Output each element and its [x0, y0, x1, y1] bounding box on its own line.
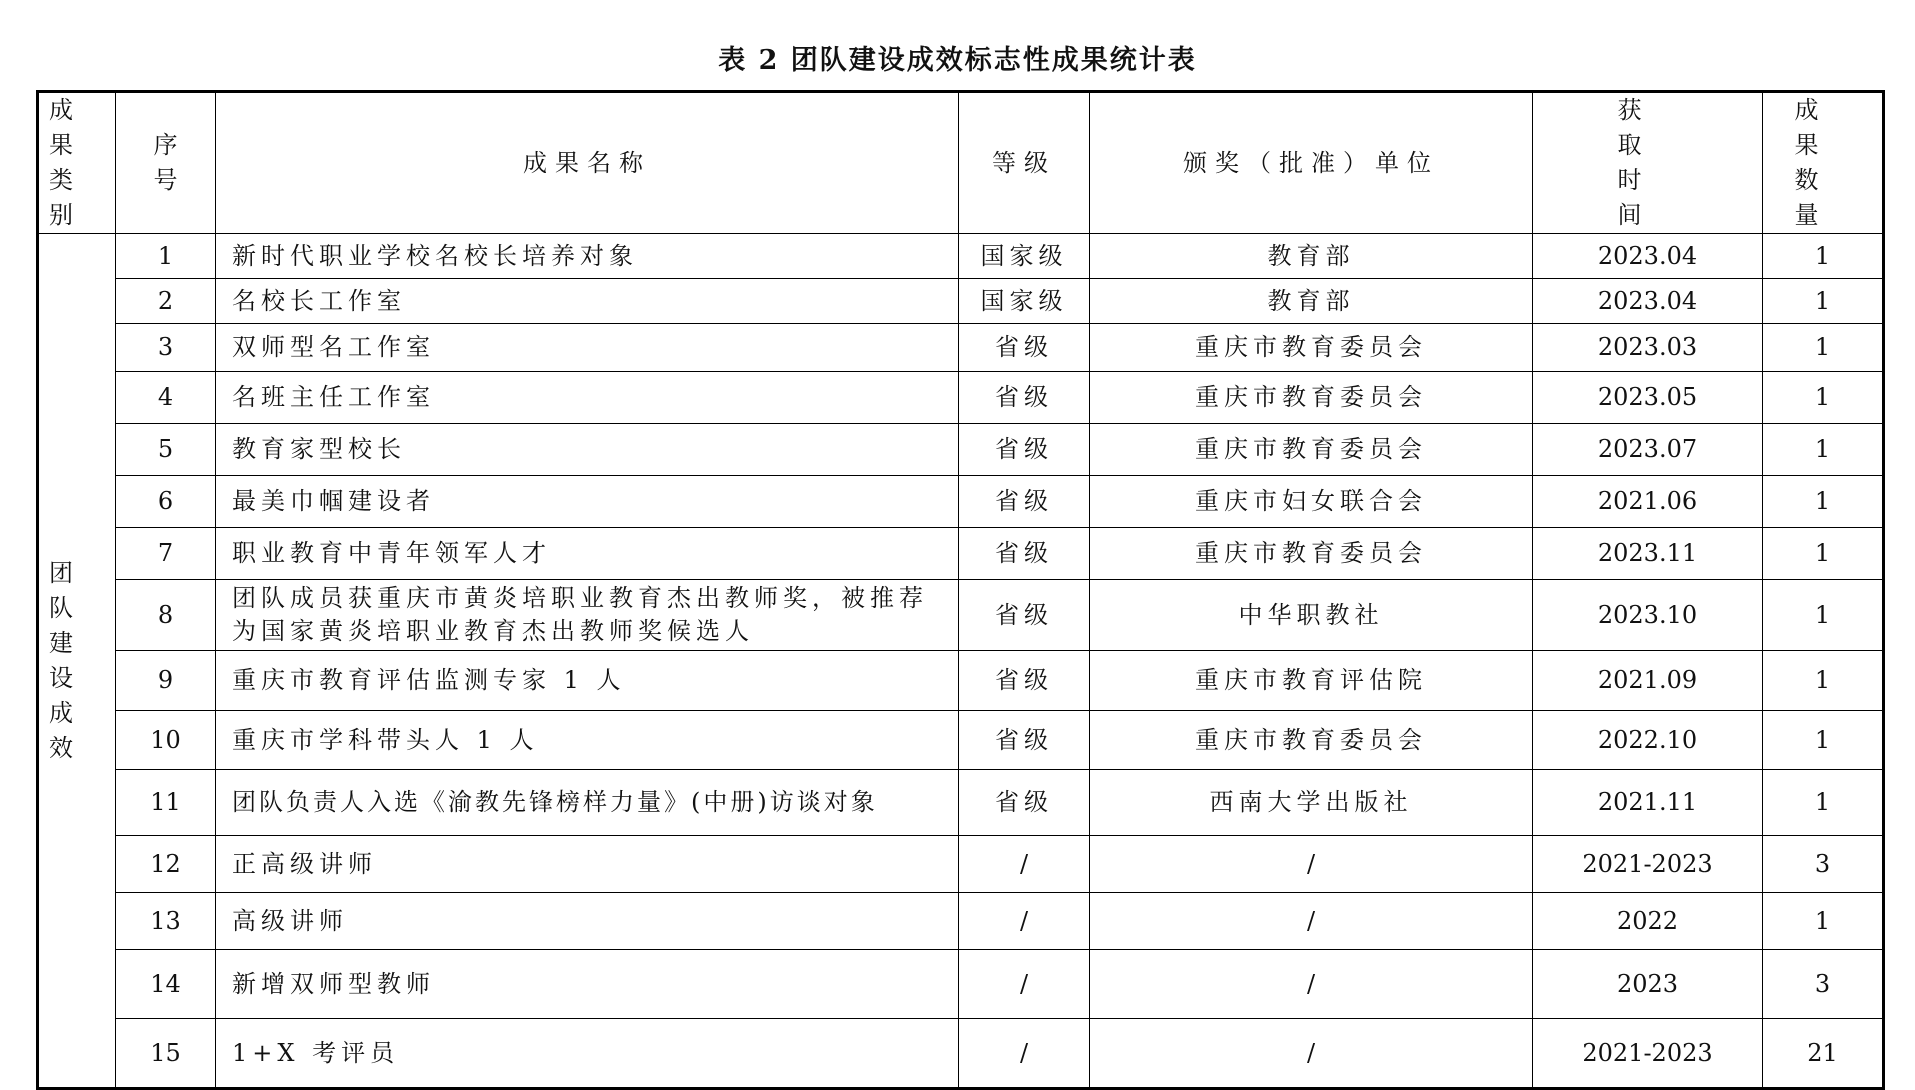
row-time: 2022: [1533, 893, 1763, 950]
table-row: [38, 770, 1884, 836]
row-name: 1+X 考评员: [216, 1019, 959, 1089]
row-index: 6: [116, 476, 216, 528]
table-title: 表 2 团队建设成效标志性成果统计表: [718, 45, 1197, 76]
row-count: 21: [1763, 1019, 1884, 1089]
row-index: 15: [116, 1019, 216, 1089]
row-index: 13: [116, 893, 216, 950]
row-index: 12: [116, 836, 216, 893]
row-level: /: [959, 1019, 1090, 1089]
achievement-table: [36, 90, 1885, 1090]
table-row: [38, 424, 1884, 476]
row-issuer: 教育部: [1090, 234, 1533, 279]
row-level: /: [959, 950, 1090, 1019]
row-issuer: 重庆市教育委员会: [1090, 528, 1533, 580]
row-index: 11: [116, 770, 216, 836]
row-issuer: /: [1090, 836, 1533, 893]
row-issuer: 重庆市教育委员会: [1090, 324, 1533, 372]
category-cell: 团队建设成效: [38, 234, 116, 1089]
row-level: 省级: [959, 528, 1090, 580]
row-count: 1: [1763, 324, 1884, 372]
row-name: 重庆市教育评估监测专家 1 人: [216, 651, 959, 711]
row-level: /: [959, 836, 1090, 893]
table-row: [38, 950, 1884, 1019]
row-count: 3: [1763, 950, 1884, 1019]
row-issuer: /: [1090, 893, 1533, 950]
table-row: [38, 1019, 1884, 1089]
header-row: [38, 92, 1884, 234]
table-row: [38, 324, 1884, 372]
header-index: 序号: [116, 92, 216, 234]
header-level: 等级: [959, 92, 1090, 234]
row-count: 1: [1763, 528, 1884, 580]
row-name: 名班主任工作室: [216, 372, 959, 424]
row-time: 2023.04: [1533, 279, 1763, 324]
row-level: 省级: [959, 580, 1090, 651]
row-time: 2023: [1533, 950, 1763, 1019]
row-name: 新增双师型教师: [216, 950, 959, 1019]
row-time: 2023.03: [1533, 324, 1763, 372]
row-count: 1: [1763, 770, 1884, 836]
row-index: 4: [116, 372, 216, 424]
row-name: 新时代职业学校名校长培养对象: [216, 234, 959, 279]
row-index: 9: [116, 651, 216, 711]
row-issuer: 重庆市教育委员会: [1090, 424, 1533, 476]
row-level: 省级: [959, 372, 1090, 424]
row-time: 2023.04: [1533, 234, 1763, 279]
row-time: 2021-2023: [1533, 836, 1763, 893]
row-issuer: 重庆市妇女联合会: [1090, 476, 1533, 528]
header-issuer: 颁奖（批准）单位: [1090, 92, 1533, 234]
row-level: 省级: [959, 476, 1090, 528]
table-row: [38, 651, 1884, 711]
row-time: 2023.11: [1533, 528, 1763, 580]
row-name: 正高级讲师: [216, 836, 959, 893]
row-count: 1: [1763, 651, 1884, 711]
row-time: 2023.07: [1533, 424, 1763, 476]
row-time: 2021.09: [1533, 651, 1763, 711]
table-row: [38, 580, 1884, 651]
row-name: 双师型名工作室: [216, 324, 959, 372]
table-row: [38, 372, 1884, 424]
row-index: 10: [116, 711, 216, 770]
row-index: 1: [116, 234, 216, 279]
row-name: 团队成员获重庆市黄炎培职业教育杰出教师奖，被推荐为国家黄炎培职业教育杰出教师奖候选人: [216, 580, 959, 651]
table-row: [38, 711, 1884, 770]
row-name: 最美巾帼建设者: [216, 476, 959, 528]
row-count: 1: [1763, 424, 1884, 476]
row-name: 教育家型校长: [216, 424, 959, 476]
row-issuer: 重庆市教育评估院: [1090, 651, 1533, 711]
row-count: 3: [1763, 836, 1884, 893]
row-index: 2: [116, 279, 216, 324]
row-issuer: /: [1090, 1019, 1533, 1089]
row-count: 1: [1763, 893, 1884, 950]
table-row: [38, 836, 1884, 893]
row-index: 8: [116, 580, 216, 651]
row-time: 2023.05: [1533, 372, 1763, 424]
row-name: 名校长工作室: [216, 279, 959, 324]
row-name: 高级讲师: [216, 893, 959, 950]
header-count: 成果数量: [1763, 92, 1884, 234]
row-index: 14: [116, 950, 216, 1019]
row-time: 2021-2023: [1533, 1019, 1763, 1089]
row-level: 省级: [959, 324, 1090, 372]
row-issuer: /: [1090, 950, 1533, 1019]
row-time: 2021.06: [1533, 476, 1763, 528]
row-time: 2023.10: [1533, 580, 1763, 651]
row-level: 省级: [959, 424, 1090, 476]
table-row: [38, 234, 1884, 279]
row-count: 1: [1763, 234, 1884, 279]
row-count: 1: [1763, 372, 1884, 424]
header-category: 成果类别: [38, 92, 116, 234]
row-issuer: 西南大学出版社: [1090, 770, 1533, 836]
row-index: 7: [116, 528, 216, 580]
row-count: 1: [1763, 476, 1884, 528]
row-level: 省级: [959, 711, 1090, 770]
header-time: 获取时间: [1533, 92, 1763, 234]
row-issuer: 教育部: [1090, 279, 1533, 324]
row-count: 1: [1763, 279, 1884, 324]
row-level: 省级: [959, 651, 1090, 711]
row-issuer: 中华职教社: [1090, 580, 1533, 651]
row-index: 3: [116, 324, 216, 372]
row-level: /: [959, 893, 1090, 950]
row-level: 省级: [959, 770, 1090, 836]
row-count: 1: [1763, 580, 1884, 651]
table-row: [38, 893, 1884, 950]
row-time: 2021.11: [1533, 770, 1763, 836]
header-name: 成果名称: [216, 92, 959, 234]
row-index: 5: [116, 424, 216, 476]
row-count: 1: [1763, 711, 1884, 770]
table-row: [38, 279, 1884, 324]
row-time: 2022.10: [1533, 711, 1763, 770]
row-name: 职业教育中青年领军人才: [216, 528, 959, 580]
row-level: 国家级: [959, 234, 1090, 279]
table-row: [38, 528, 1884, 580]
row-level: 国家级: [959, 279, 1090, 324]
table-row: [38, 476, 1884, 528]
row-issuer: 重庆市教育委员会: [1090, 711, 1533, 770]
row-issuer: 重庆市教育委员会: [1090, 372, 1533, 424]
row-name: 重庆市学科带头人 1 人: [216, 711, 959, 770]
row-name: 团队负责人入选《渝教先锋榜样力量》(中册)访谈对象: [216, 770, 959, 836]
